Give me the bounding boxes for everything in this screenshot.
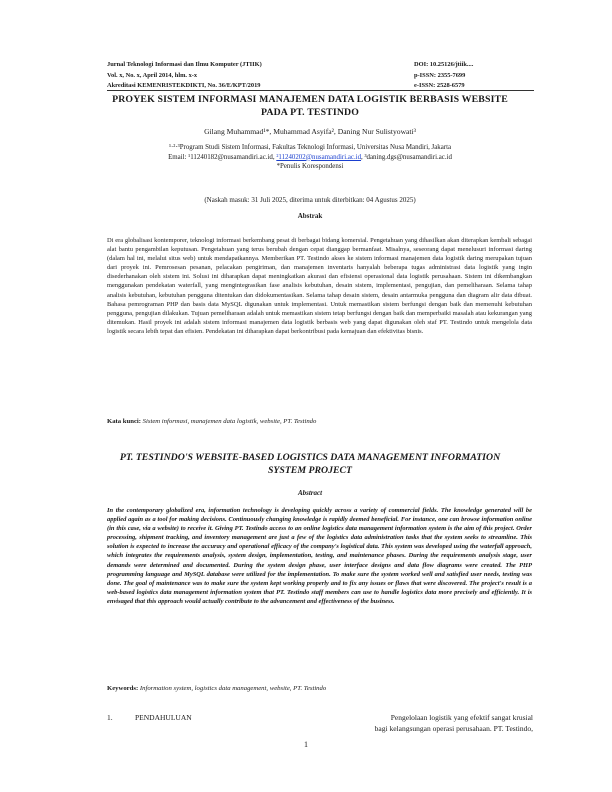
body-line-2: bagi kelangsungan operasi perusahaan. PT. Testindo, <box>374 723 533 733</box>
journal-doi: DOI: 10.25126/jtiik.... <box>414 61 474 68</box>
corresponding-author-note: *Penulis Korespondensi <box>276 163 344 170</box>
journal-p-issn: p-ISSN: 2355-7699 <box>414 71 466 79</box>
email-link[interactable]: ²11240202@nusamandiri.ac.id <box>276 153 362 161</box>
page-number: 1 <box>304 740 308 749</box>
journal-header-left <box>107 60 387 92</box>
header-divider <box>107 90 534 91</box>
author-list: Gilang Muhammad¹*, Muhammad Asyifa², Daning Nur Sulistyowati³ <box>204 127 416 136</box>
keywords-en-text: Information system, logistics data management, website, PT. Testindo <box>139 685 327 692</box>
affiliation-block <box>110 143 510 172</box>
keywords-english <box>107 685 532 692</box>
abstract-heading: Abstract <box>297 489 323 497</box>
keywords-indonesian <box>107 418 532 425</box>
abstract-text: In the contemporary globalized era, information technology is developing quickly across a variety of commercial fields. The knowledge generated will be applied again as a tool for making decisions. Continuously changing knowledge is rapidly deemed beneficial. For instance, one can browse information online (in this case, via a website) to receive it. Giving PT. Testindo access to an online logistics data management information system is the aim of this project. Order processing, shipment tracking, and inventory management are just a few of the logistics data administration tasks that the system seeks to streamline. This solution is expected to increase the accuracy and operational efficacy of the company's logistical data. This system was developed using the waterfall approach, which integrates the requirements analysis, system design, implementation, testing, and maintenance phases. During the requirements analysis stage, user demands were determined and documented. During the system design phase, user interface designs and data flow diagrams were created. The PHP programming language and MySQL database were utilized for the implementation. To make sure the system worked well and satisfied user needs, testing was done. The goal of maintenance was to make sure the system kept working properly and to fix any issues or flaws that were discovered. The project's result is a web-based logistics data management information system that PT. Testindo staff members can use to handle logistics data more precisely and efficiently. It is envisaged that this approach would actually contribute to the advancement and effectiveness of the business. <box>107 507 532 605</box>
email-suffix: , ³daning.dgs@nusamandiri.ac.id <box>361 153 452 161</box>
journal-volume: Vol. x, No. x, April 2014, hlm. x-x <box>107 71 198 79</box>
journal-header-right <box>414 60 534 92</box>
affiliation: ¹·²·³Program Studi Sistem Informasi, Fakultas Teknologi Informasi, Universitas Nusa Mandiri, Jakarta <box>168 144 452 151</box>
keywords-en-label: Keywords: <box>107 685 140 692</box>
section-heading <box>107 713 192 722</box>
email-prefix: Email: ¹11240182@nusamandiri.ac.id, <box>168 153 277 161</box>
email-line <box>110 153 510 163</box>
journal-accreditation: Akreditasi KEMENRISTEKDIKTI, No. 36/E/KPT/2019 <box>107 82 261 89</box>
journal-e-issn: e-ISSN: 2528-6579 <box>414 82 465 89</box>
keywords-id-label: Kata kunci: <box>107 418 143 425</box>
paper-title-indonesian: PROYEK SISTEM INFORMASI MANAJEMEN DATA LOGISTIK BERBASIS WEBSITE PADA PT. TESTINDO <box>112 94 508 118</box>
abstrak-heading: Abstrak <box>297 212 323 220</box>
body-line-1: Pengelolaan logistik yang efektif sangat krusial <box>390 713 533 722</box>
paper-title-english: PT. TESTINDO'S WEBSITE-BASED LOGISTICS DATA MANAGEMENT INFORMATION SYSTEM PROJECT <box>119 452 501 476</box>
body-text-right-column <box>333 713 533 734</box>
journal-name: Jurnal Teknologi Informasi dan Ilmu Komputer (JTIIK) <box>107 61 262 68</box>
submission-dates: (Naskah masuk: 31 Juli 2025, diterima untuk diterbitkan: 04 Agustus 2025) <box>204 196 416 204</box>
keywords-id-text: Sistem informasi, manajemen data logistik, website, PT. Testindo <box>142 418 317 425</box>
section-title: PENDAHULUAN <box>135 713 192 722</box>
section-number: 1. <box>107 713 113 722</box>
abstrak-text: Di era globalisasi kontemporer, teknologi informasi berkembang pesat di berbagai bidang komersial. Pengetahuan yang dihasilkan akan diterapkan kembali sebagai alat bantu pengambilan keputusan. Pengetahuan yang terus berubah dengan cepat dianggap bermanfaat. Misalnya, seseorang dapat menelusuri informasi daring (dalam hal ini, melalui situs web) untuk mendapatkannya. Memberikan PT. Testindo akses ke sistem informasi manajemen data logistik daring merupakan tujuan dari proyek ini. Pemrosesan pesanan, pelacakan pengiriman, dan manajemen inventaris hanyalah beberapa tugas administrasi data logistik yang ingin disederhanakan oleh sistem ini. Solusi ini diharapkan dapat meningkatkan akurasi dan efisiensi operasional data logistik perusahaan. Sistem ini dikembangkan menggunakan pendekatan waterfall, yang mengintegrasikan fase analisis kebutuhan, desain sistem, implementasi, pengujian, dan pemeliharaan. Selama tahap analisis kebutuhan, kebutuhan pengguna ditentukan dan didokumentasikan. Selama tahap desain sistem, desain antarmuka pengguna dan diagram alir data dibuat. Bahasa pemrograman PHP dan basis data MySQL digunakan untuk implementasi. Untuk memastikan sistem berfungsi dengan baik dan memenuhi kebutuhan pengguna, pengujian dilakukan. Tujuan pemeliharaan adalah untuk memastikan sistem tetap berfungsi dengan baik dan memperbaiki masalah atau kekurangan yang ditemukan. Hasil proyek ini adalah sistem informasi manajemen data logistik berbasis web yang dapat digunakan oleh staf PT. Testindo untuk mengelola data logistik secara lebih tepat dan efisien. Pendekatan ini diharapkan dapat berkontribusi pada kemajuan dan efektivitas bisnis. <box>107 237 532 335</box>
